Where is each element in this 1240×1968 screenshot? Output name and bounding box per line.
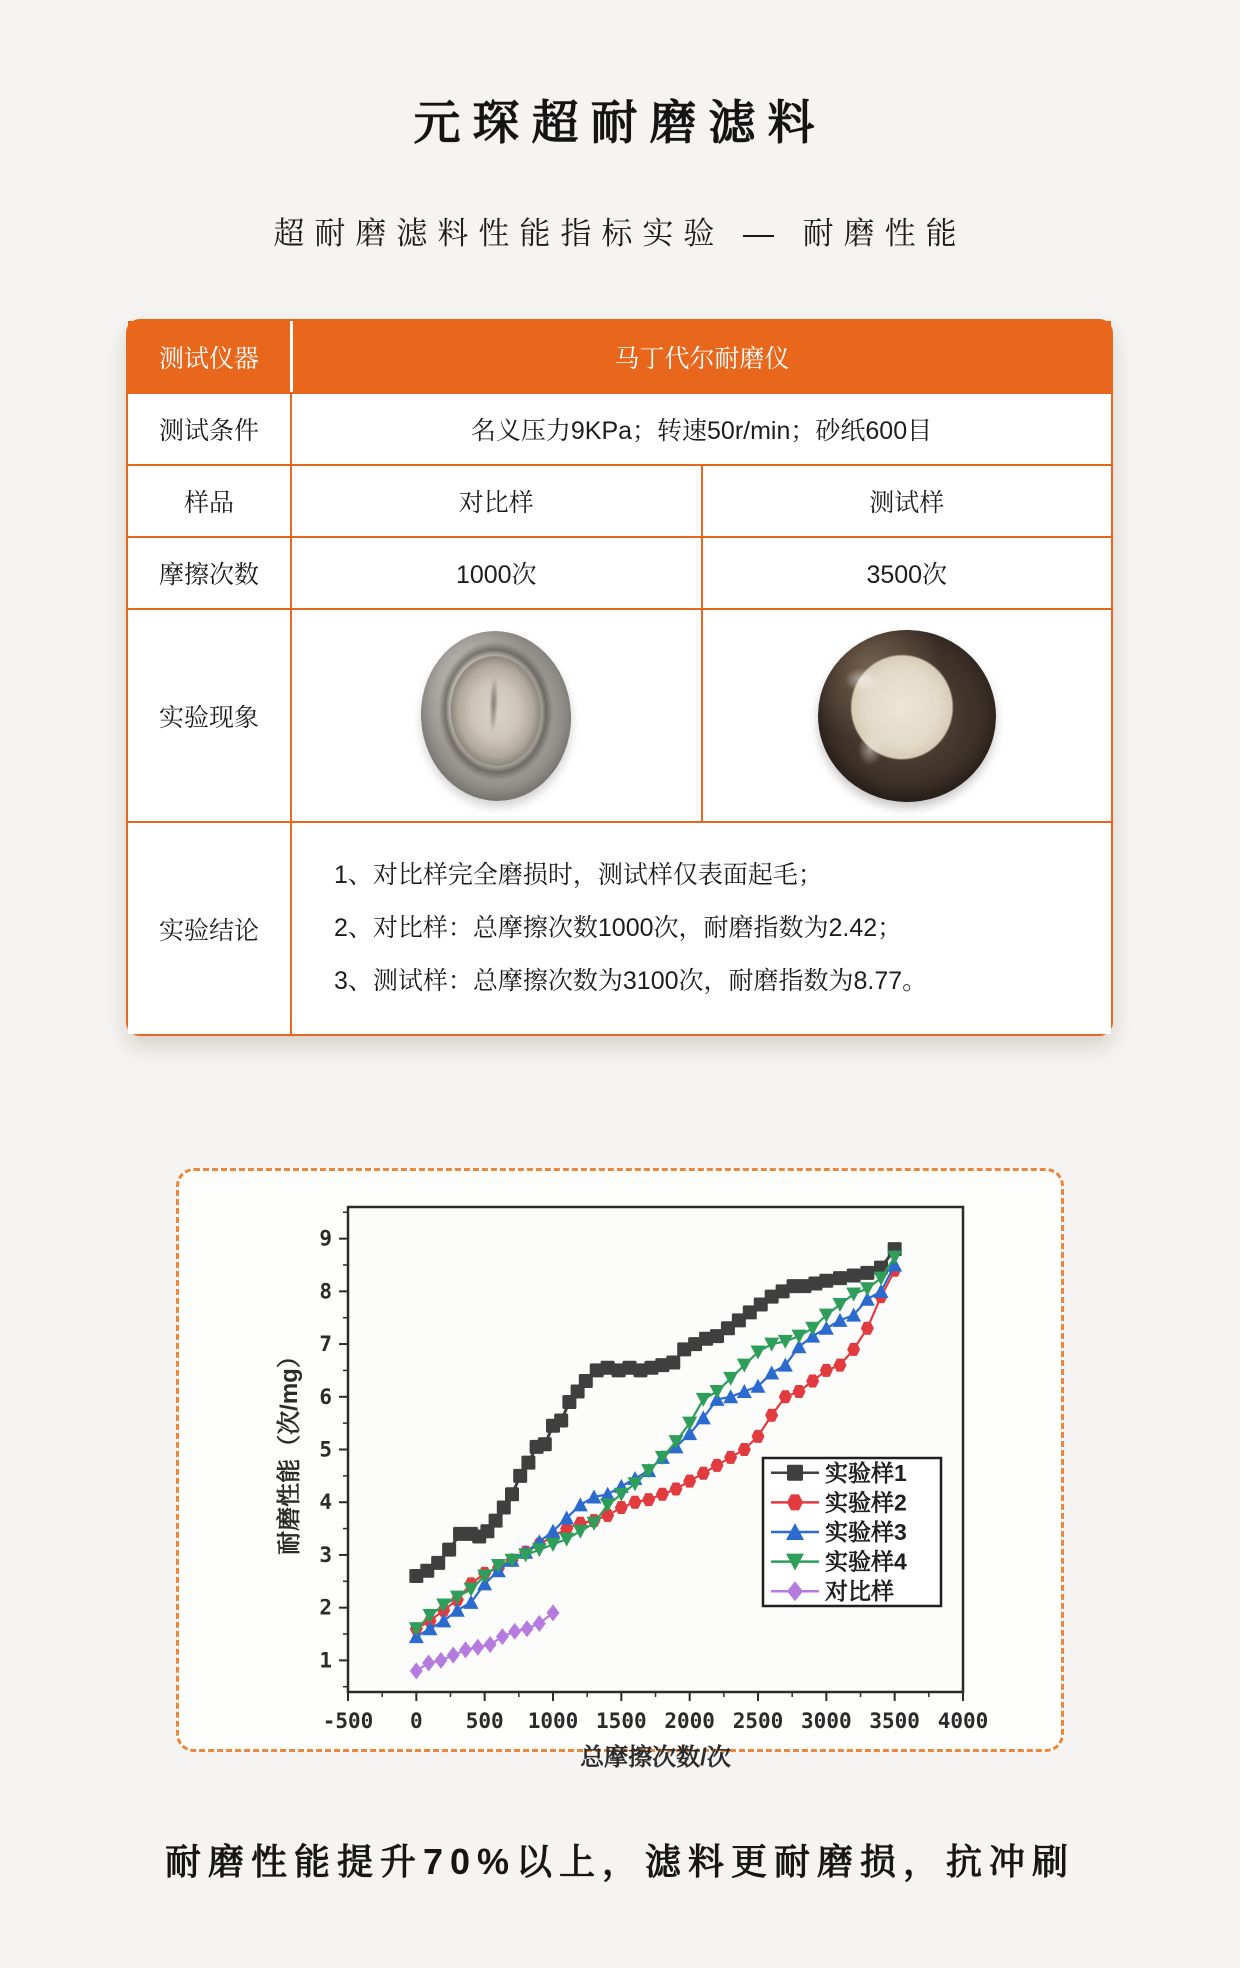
- conclusion-line-2: 2、对比样：总摩擦次数1000次，耐磨指数为2.42；: [334, 914, 903, 942]
- svg-text:1: 1: [319, 1648, 332, 1673]
- svg-text:9: 9: [319, 1226, 332, 1251]
- conclusion-line-1: 1、对比样完全磨损时，测试样仅表面起毛；: [334, 861, 823, 889]
- svg-text:4: 4: [319, 1490, 332, 1515]
- svg-text:2500: 2500: [732, 1709, 784, 1733]
- spec-table: [126, 319, 1113, 1036]
- conclusion-value: [290, 823, 1111, 1034]
- bottom-slogan: 耐磨性能提升70%以上，滤料更耐磨损，抗冲刷: [164, 1841, 1076, 1882]
- sample-col2: 测试样: [701, 466, 1112, 536]
- phenomenon-col2: [701, 610, 1112, 821]
- svg-text:2000: 2000: [664, 1709, 715, 1733]
- chart-card: [176, 1168, 1064, 1771]
- svg-text:3000: 3000: [801, 1709, 852, 1733]
- svg-text:3500: 3500: [869, 1709, 920, 1733]
- instrument-value: 马丁代尔耐磨仪: [290, 321, 1111, 392]
- instrument-label: 测试仪器: [158, 344, 259, 373]
- svg-text:4000: 4000: [937, 1709, 989, 1733]
- sample-label: 样品: [183, 489, 234, 517]
- table-row-conclusion: [128, 821, 1111, 1034]
- svg-text:1000: 1000: [527, 1709, 579, 1733]
- conclusion-line-3: 3、测试样：总摩擦次数为3100次，耐磨指数为8.77。: [334, 967, 928, 995]
- worn-disc-comparison-sample-photo: [416, 625, 577, 805]
- svg-text:实验样3: 实验样3: [825, 1519, 907, 1545]
- svg-text:实验样2: 实验样2: [825, 1489, 907, 1516]
- frictions-col1: 1000次: [290, 538, 701, 608]
- table-row-instrument: [128, 321, 1111, 392]
- sample-col1: 对比样: [290, 466, 701, 536]
- svg-text:实验样1: 实验样1: [825, 1459, 907, 1486]
- wear-performance-chart: [179, 1171, 1067, 1771]
- page-subtitle: 超耐磨滤料性能指标实验 — 耐磨性能: [273, 216, 967, 251]
- svg-text:总摩擦次数/次: 总摩擦次数/次: [580, 1744, 731, 1771]
- svg-text:0: 0: [410, 1709, 423, 1733]
- svg-text:6: 6: [319, 1384, 332, 1409]
- conditions-label: 测试条件: [158, 417, 259, 445]
- table-row-conditions: [128, 392, 1111, 464]
- svg-text:实验样4: 实验样4: [825, 1548, 907, 1575]
- svg-text:2: 2: [319, 1595, 332, 1620]
- conditions-value: 名义压力9KPa；转速50r/min；砂纸600目: [290, 394, 1111, 464]
- svg-text:3: 3: [319, 1542, 332, 1567]
- svg-text:8: 8: [319, 1279, 332, 1304]
- frictions-label: 摩擦次数: [158, 561, 259, 589]
- table-row-sample: [128, 464, 1111, 536]
- svg-text:7: 7: [319, 1332, 332, 1357]
- svg-text:1500: 1500: [596, 1709, 647, 1733]
- phenomenon-col1: [290, 610, 701, 821]
- table-row-frictions: [128, 536, 1111, 608]
- svg-text:5: 5: [319, 1437, 332, 1462]
- conclusion-label: 实验结论: [158, 916, 259, 945]
- table-row-phenomenon: [128, 608, 1111, 821]
- svg-text:对比样: 对比样: [825, 1578, 894, 1605]
- worn-disc-test-sample-photo: [815, 626, 999, 804]
- svg-text:耐磨性能（次/mg）: 耐磨性能（次/mg）: [276, 1344, 303, 1555]
- page-title: 元琛超耐磨滤料: [413, 96, 827, 149]
- svg-text:-500: -500: [322, 1709, 374, 1733]
- frictions-col2: 3500次: [701, 538, 1112, 608]
- svg-text:500: 500: [465, 1709, 504, 1733]
- phenomenon-label: 实验现象: [158, 703, 259, 732]
